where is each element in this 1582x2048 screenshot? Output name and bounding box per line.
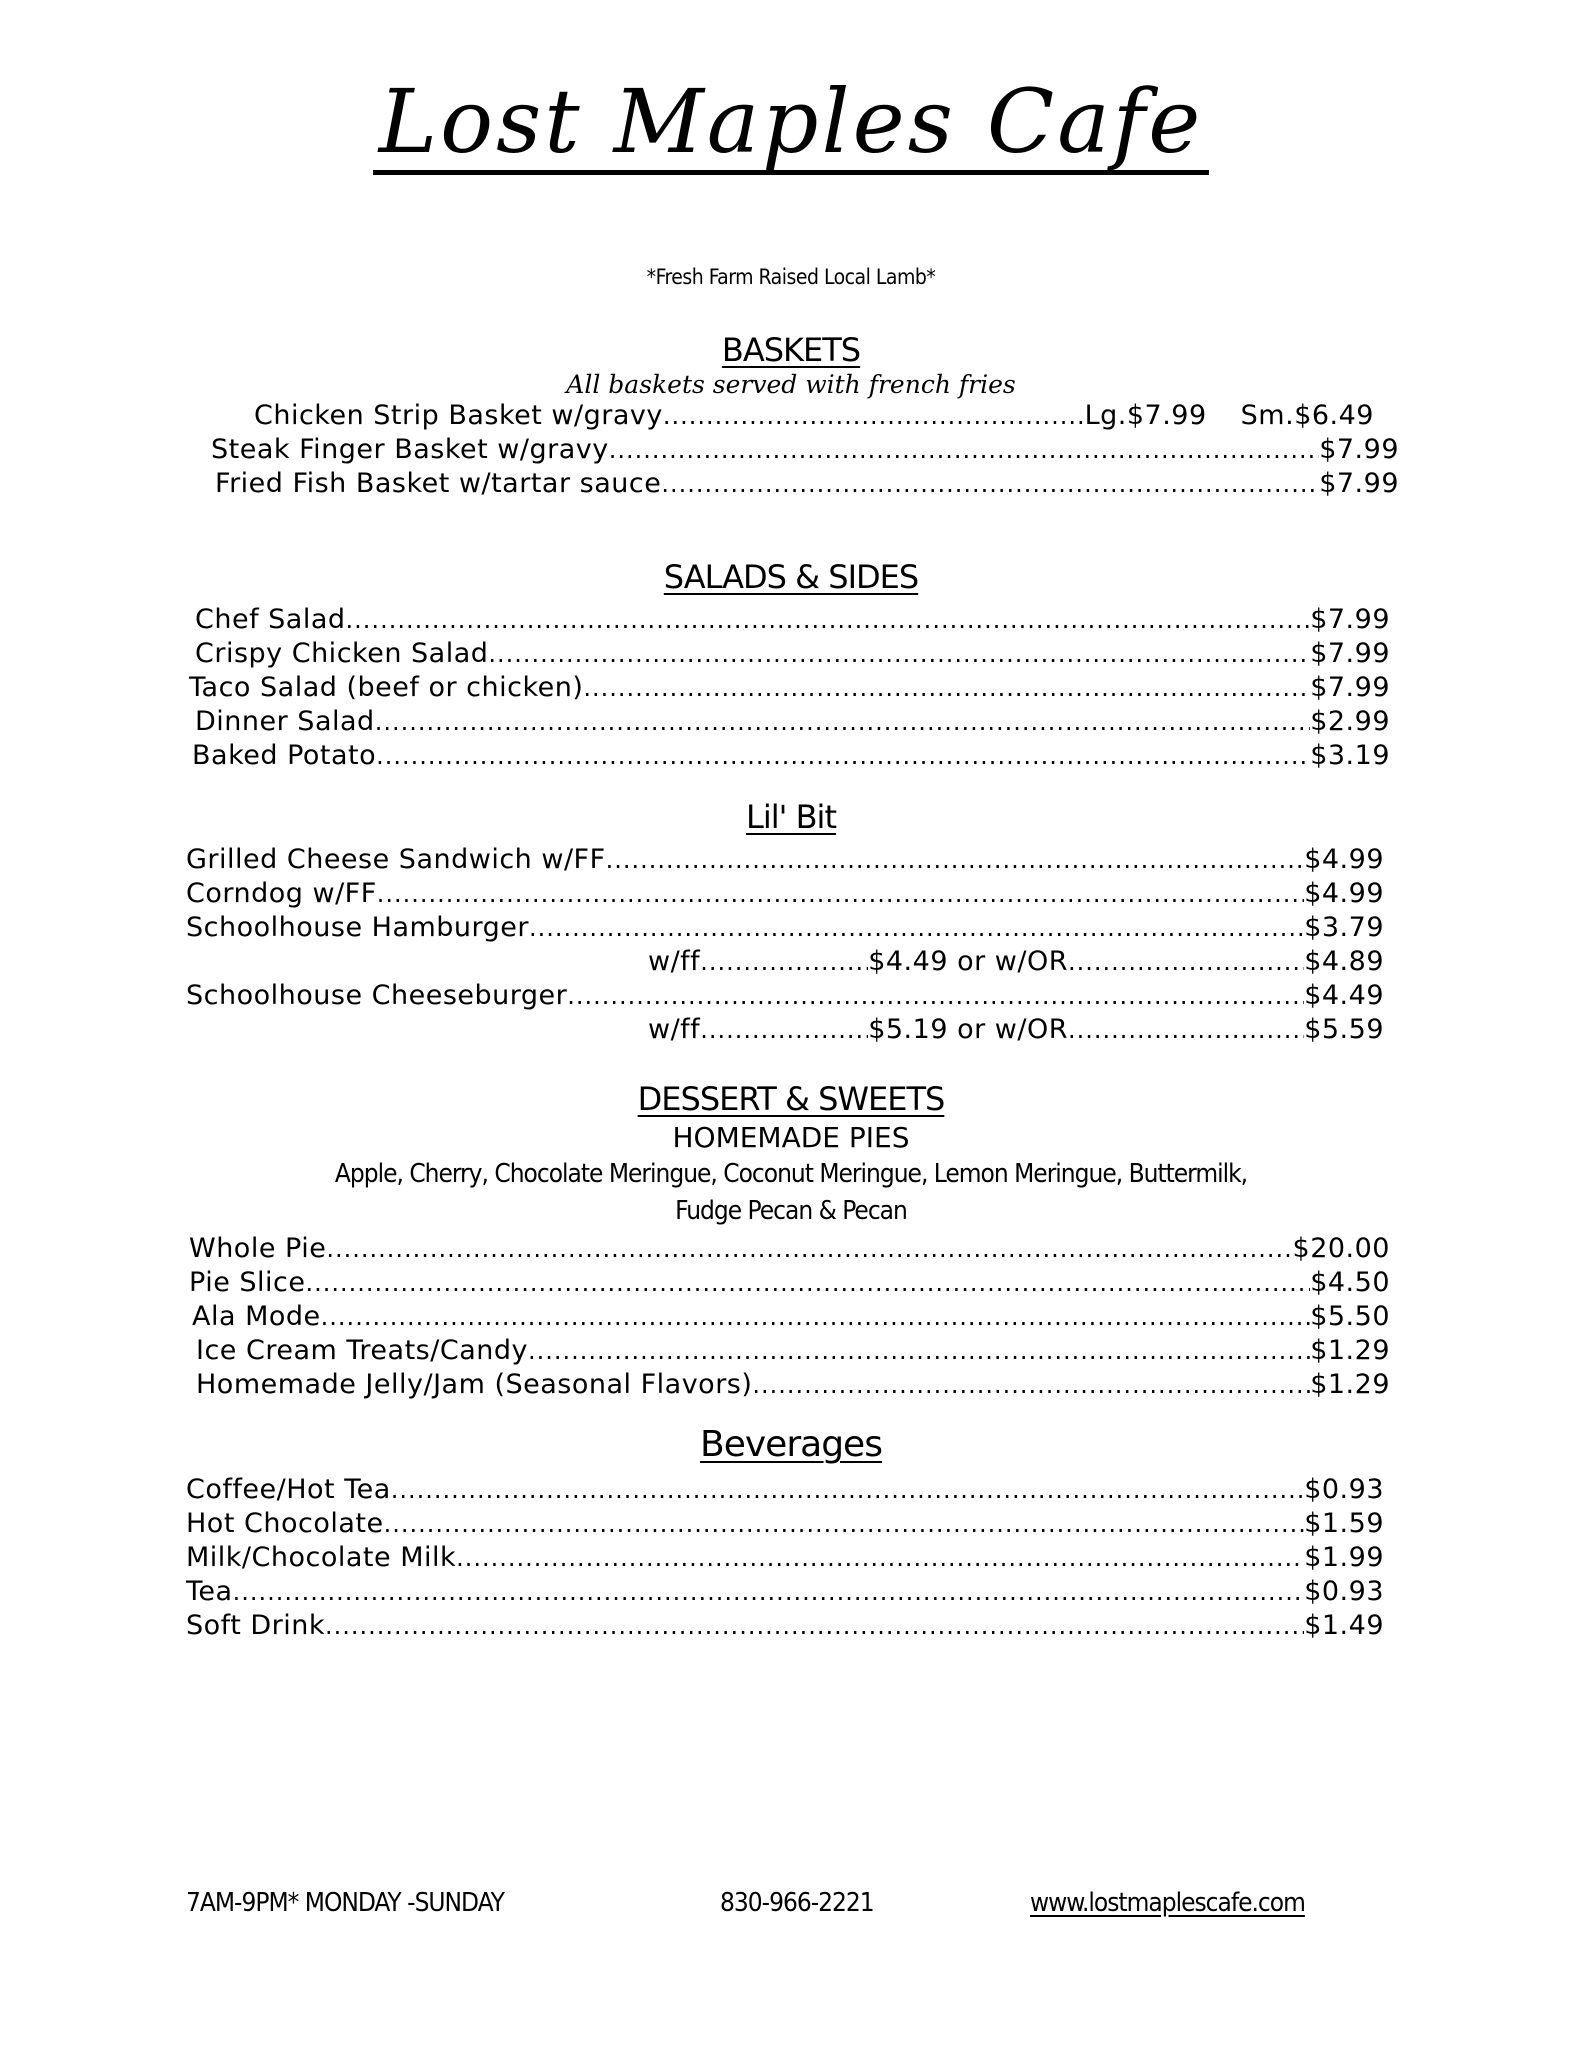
dot-leader: [346, 603, 1311, 637]
item-name: Taco Salad (beef or chicken): [189, 672, 584, 704]
item-price: $4.99: [1304, 878, 1384, 910]
item-name: Crispy Chicken Salad: [195, 638, 489, 670]
cafe-logo: [0, 70, 1582, 175]
item-price-small: Sm.$6.49: [1240, 400, 1374, 432]
item-price: $1.49: [1304, 1609, 1384, 1641]
menu-item: [186, 1575, 1384, 1609]
lilbit-title: Lil' Bit: [746, 798, 836, 836]
lilbit-list: [0, 843, 1582, 1047]
beverages-title: Beverages: [700, 1424, 882, 1465]
item-name: Pie Slice: [189, 1267, 306, 1299]
desserts-list: [0, 1232, 1582, 1402]
menu-item: [195, 637, 1390, 671]
item-price: $5.59: [1304, 1014, 1384, 1046]
item-name: Baked Potato: [192, 740, 377, 772]
menu-item: [195, 705, 1390, 739]
item-name: Fried Fish Basket w/tartar sauce: [215, 468, 662, 500]
item-name: Steak Finger Basket w/gravy: [211, 434, 609, 466]
dot-leader: [456, 1541, 1304, 1575]
dot-leader: [325, 1609, 1304, 1643]
dot-leader: [377, 877, 1304, 911]
dot-leader: [326, 1232, 1292, 1266]
menu-item: [192, 1300, 1390, 1334]
item-name: Ice Cream Treats/Candy: [196, 1335, 528, 1367]
menu-item: [211, 433, 1399, 467]
item-name: Grilled Cheese Sandwich w/FF: [186, 844, 606, 876]
item-name: Corndog w/FF: [186, 878, 377, 910]
dot-leader: [391, 1473, 1304, 1507]
item-price: $20.00: [1292, 1233, 1390, 1265]
item-price: $5.50: [1310, 1301, 1390, 1333]
menu-item-option: [648, 945, 1384, 979]
item-price: $7.99: [1319, 434, 1399, 466]
dot-leader: [305, 1266, 1310, 1300]
dot-leader: [488, 637, 1310, 671]
item-price: $1.29: [1310, 1335, 1390, 1367]
menu-item: [186, 877, 1384, 911]
desserts-section: [0, 1082, 1582, 1402]
item-price: $1.59: [1304, 1507, 1384, 1539]
dot-leader: [1068, 945, 1304, 979]
phone-number: 830-966-2221: [720, 1888, 874, 1918]
menu-item: [186, 843, 1384, 877]
item-price: $4.50: [1310, 1267, 1390, 1299]
baskets-section: [0, 333, 1582, 501]
item-name: Hot Chocolate: [186, 1507, 384, 1539]
item-price: $3.19: [1310, 740, 1390, 772]
item-price: $7.99: [1310, 638, 1390, 670]
item-name: Chicken Strip Basket w/gravy: [254, 400, 663, 432]
dot-leader: [609, 433, 1319, 467]
item-name: Ala Mode: [192, 1301, 321, 1333]
dot-leader: [321, 1300, 1311, 1334]
item-name: w/ff: [648, 946, 701, 978]
item-price: $3.79: [1304, 912, 1384, 944]
dot-leader: [233, 1575, 1305, 1609]
menu-item: [254, 399, 1374, 433]
dot-leader: [376, 739, 1310, 773]
dot-leader: [700, 945, 868, 979]
menu-item: [215, 467, 1399, 501]
beverages-list: [0, 1473, 1582, 1643]
item-name: Schoolhouse Hamburger: [186, 912, 530, 944]
tagline: *Fresh Farm Raised Local Lamb*: [646, 265, 936, 289]
menu-item: [186, 1507, 1384, 1541]
item-price: $2.99: [1310, 706, 1390, 738]
beverages-section: [0, 1425, 1582, 1643]
dot-leader: [529, 911, 1304, 945]
menu-item: [189, 1266, 1390, 1300]
dot-leader: [375, 705, 1311, 739]
item-price: $7.99: [1310, 672, 1390, 704]
menu-item: [189, 671, 1390, 705]
pies-subhead: HOMEMADE PIES: [672, 1121, 910, 1155]
item-price: $4.49: [1304, 980, 1384, 1012]
item-name: Dinner Salad: [195, 706, 375, 738]
item-price: $7.99: [1310, 604, 1390, 636]
item-price: $1.99: [1304, 1541, 1384, 1573]
salads-list: [0, 603, 1582, 773]
item-price-large: Lg.$7.99: [1084, 400, 1207, 432]
item-name: Tea: [186, 1575, 233, 1607]
item-price: $0.93: [1304, 1575, 1384, 1607]
dot-leader: [663, 399, 1085, 433]
pie-flavors-line1: Apple, Cherry, Chocolate Meringue, Coconut Meringue, Lemon Meringue, Buttermilk,: [334, 1159, 1248, 1190]
item-price: $4.99: [1304, 844, 1384, 876]
menu-item: [196, 1368, 1390, 1402]
dot-leader: [583, 671, 1310, 705]
menu-item-option: [648, 1013, 1384, 1047]
item-name: Schoolhouse Cheeseburger: [186, 980, 568, 1012]
menu-item: [186, 911, 1384, 945]
item-name: Homemade Jelly/Jam (Seasonal Flavors): [196, 1369, 753, 1401]
item-name: Chef Salad: [195, 604, 346, 636]
lilbit-section: [0, 800, 1582, 1047]
item-option-price: $5.19 or w/OR: [868, 1014, 1068, 1046]
baskets-list: [0, 399, 1582, 501]
website-link[interactable]: www.lostmaplescafe.com: [1030, 1888, 1305, 1918]
dot-leader: [384, 1507, 1305, 1541]
dot-leader: [700, 1013, 868, 1047]
menu-item: [186, 1473, 1384, 1507]
salads-title: SALADS & SIDES: [663, 558, 919, 596]
item-price: $0.93: [1304, 1473, 1384, 1505]
dot-leader: [567, 979, 1304, 1013]
baskets-note: All baskets served with french fries: [566, 370, 1016, 400]
salads-section: [0, 560, 1582, 773]
pie-flavors-line2: Fudge Pecan & Pecan: [675, 1196, 907, 1227]
item-name: w/ff: [648, 1014, 701, 1046]
menu-item: [189, 1232, 1390, 1266]
dot-leader: [1068, 1013, 1304, 1047]
item-name: Whole Pie: [189, 1233, 327, 1265]
menu-item: [192, 739, 1390, 773]
item-price: $4.89: [1304, 946, 1384, 978]
item-name: Coffee/Hot Tea: [186, 1473, 391, 1505]
item-name: Milk/Chocolate Milk: [186, 1541, 457, 1573]
logo-text: Lost Maples Cafe: [373, 78, 1210, 175]
item-option-price: $4.49 or w/OR: [868, 946, 1068, 978]
hours-text: 7AM-9PM* MONDAY -SUNDAY: [186, 1888, 504, 1918]
dot-leader: [661, 467, 1319, 501]
menu-item: [186, 1609, 1384, 1643]
menu-item: [186, 979, 1384, 1013]
item-price: $1.29: [1310, 1369, 1390, 1401]
dot-leader: [528, 1334, 1310, 1368]
desserts-title: DESSERT & SWEETS: [637, 1080, 945, 1118]
menu-item: [195, 603, 1390, 637]
item-price: $7.99: [1319, 468, 1399, 500]
menu-item: [186, 1541, 1384, 1575]
baskets-title: BASKETS: [721, 331, 861, 369]
item-name: Soft Drink: [186, 1609, 325, 1641]
dot-leader: [752, 1368, 1310, 1402]
dot-leader: [606, 843, 1305, 877]
menu-item: [196, 1334, 1390, 1368]
